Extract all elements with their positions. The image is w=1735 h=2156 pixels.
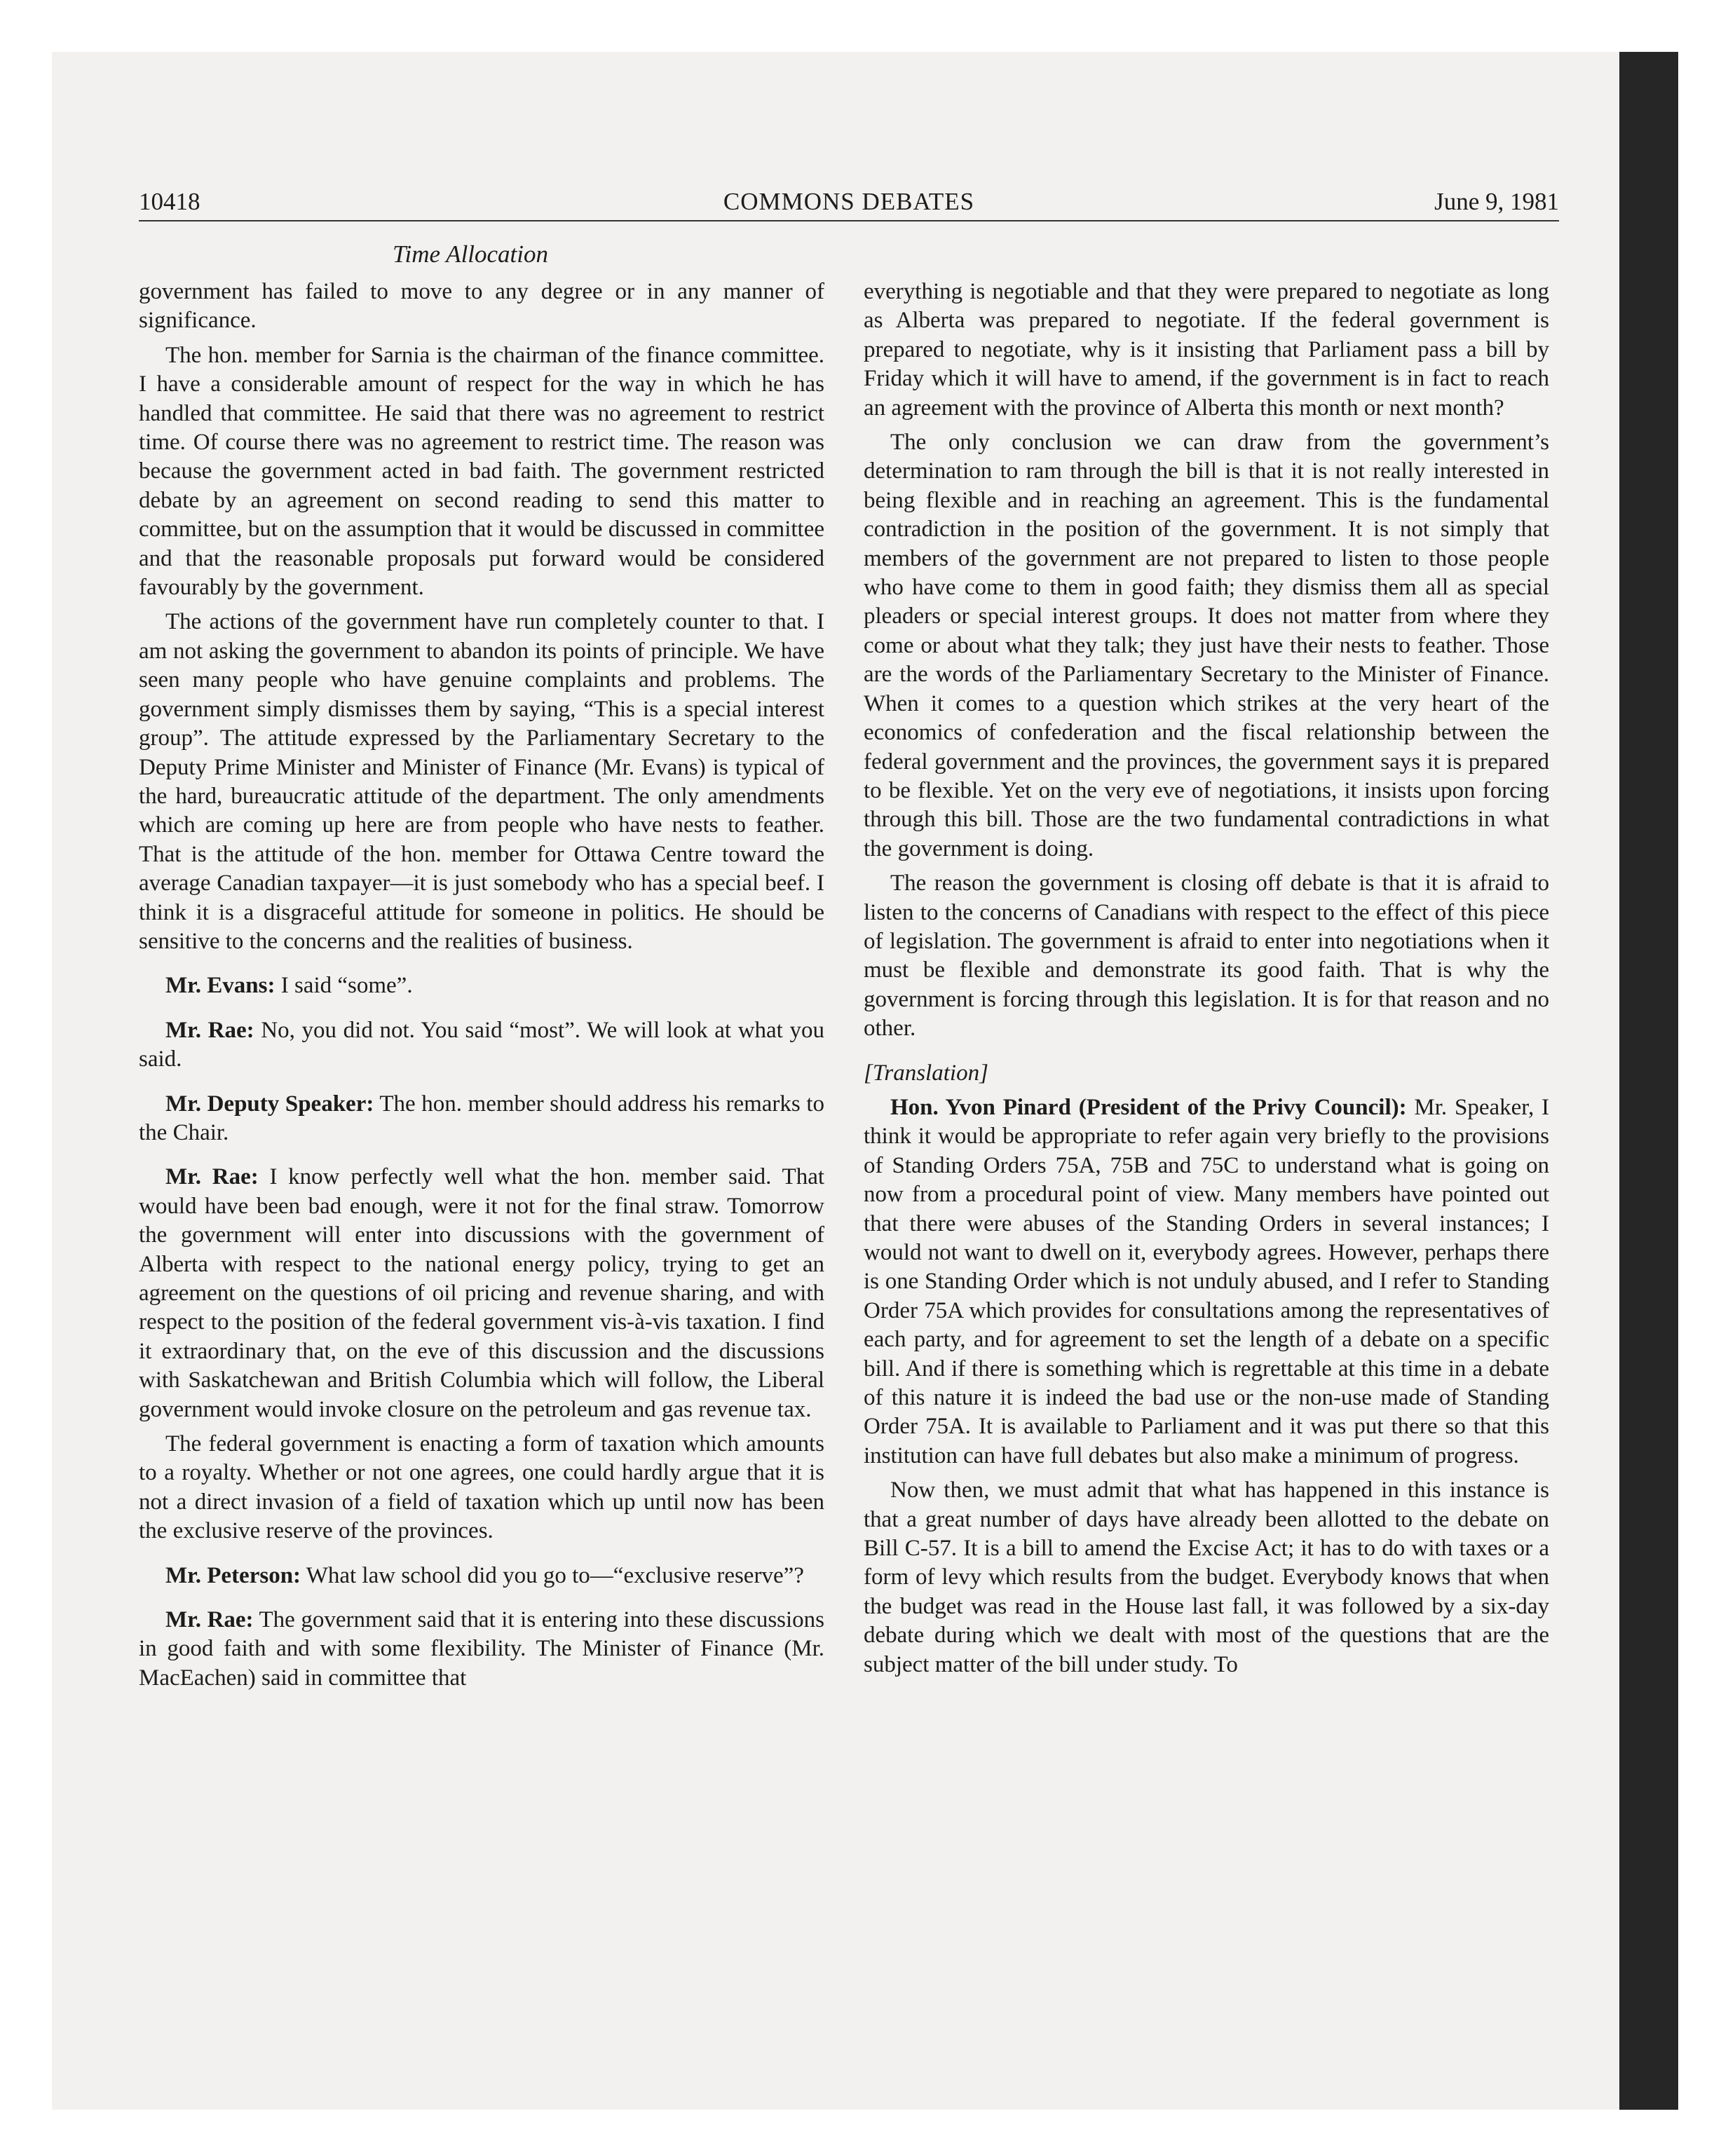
speaker-name: Mr. Peterson: (165, 1562, 301, 1588)
speech-rae (139, 1606, 824, 1693)
page-date: June 9, 1981 (1434, 188, 1559, 215)
speech-text: No, you did not. You said “most”. We will look at what you said. (139, 1017, 824, 1072)
speech-text: The government said that it is entering into these discussions in good faith and with some flexibility. The Minister of Finance (Mr. MacEachen) said in committee that (139, 1607, 825, 1691)
scan-edge-shadow (1619, 52, 1678, 2110)
speech-deputy-speaker (139, 1090, 824, 1148)
running-head: Time Allocation (393, 240, 548, 268)
right-column (864, 278, 1549, 1679)
speaker-name: Mr. Rae: (165, 1017, 254, 1043)
speech-text: Mr. Speaker, I think it would be appropriate to refer again very briefly to the provisions of Standing Orders 75A, 75B and 75C to understand what is going on now from a procedural point of view. Many members have pointed out that there were abuses of the Standing Orders in several instances; I would not want to dwell on it, everybody agrees. However, perhaps there is one Standing Order which is not unduly abused, and I refer to Standing Order 75A which provides for consultations among the representatives of each party, and for agreement to set the length of a debate on a specific bill. And if there is something which is regrettable at this time in a debate of this nature it is indeed the bad use or the non-use made of Standing Order 75A. It is available to Parliament and it was put there so that this institution can have full debates but also make a minimum of progress. (864, 1094, 1549, 1468)
speaker-name: Mr. Rae: (165, 1164, 259, 1190)
speaker-name: Mr. Evans: (165, 973, 275, 999)
speech-evans (139, 971, 824, 1000)
paragraph: The actions of the government have run completely counter to that. I am not asking the government to abandon its points of principle. We have seen many people who have genuine complaints and problems. The government simply dismisses them by saying, “This is a special interest group”. The attitude expressed by the Parliamentary Secretary to the Deputy Prime Minister and Minister of Finance (Mr. Evans) is typical of the hard, bureaucratic attitude of the department. The only amendments which are coming up here are from people who have nests to feather. That is the attitude of the hon. member for Ottawa Centre toward the average Canadian taxpayer—it is just somebody who has a special beef. I think it is a disgraceful attitude for someone in politics. He should be sensitive to the concerns and the realities of business. (139, 609, 824, 954)
speech-rae (139, 1163, 824, 1424)
speech-text: I know perfectly well what the hon. member said. That would have been bad enough, were it not for the final straw. Tomorrow the government will enter into discussions with the government of Alberta with respect to the national energy policy, trying to get an agreement on the questions of oil pricing and revenue sharing, and with respect to the position of the federal government vis-à-vis taxation. I find it extraordinary that, on the eve of this discussion and the discussions with Saskatchewan and British Columbia which will follow, the Liberal government would invoke closure on the petroleum and gas revenue tax. (139, 1164, 825, 1422)
speech-text: What law school did you go to—“exclusive reserve”? (306, 1562, 804, 1588)
speech-text: The hon. member should address his remarks to the Chair. (139, 1091, 824, 1145)
paragraph: everything is negotiable and that they were prepared to negotiate as long as Alberta was prepared to negotiate. If the federal government is prepared to negotiate, why is it insisting that Parliament pass a bill by Friday which it will have to amend, if the government is in fact to reach an agreement with the province of Alberta this month or next month? (864, 279, 1549, 421)
paragraph: The hon. member for Sarnia is the chairman of the finance committee. I have a considerable amount of respect for the way in which he has handled that committee. He said that there was no agreement to restrict time. Of course there was no agreement to restrict time. The reason was because the government acted in bad faith. The government restricted debate by an agreement on second reading to send this matter to committee, but on the assumption that it would be discussed in committee and that the reasonable proposals put forward would be considered favourably by the government. (139, 342, 824, 601)
speech-pinard (864, 1093, 1549, 1471)
page-header (139, 186, 1559, 218)
paragraph: The only conclusion we can draw from the government’s determination to ram through the bill is that it is not really interested in being flexible and in reaching an agreement. This is the fundamental contradiction in the position of the government. It is not simply that members of the government are not prepared to listen to those people who have come to them in good faith; they dismiss them all as special pleaders or special interest groups. It does not matter from where they come or about what they talk; they just have their nests to feather. Those are the words of the Parliamentary Secretary to the Minister of Finance. When it comes to a question which strikes at the very heart of the economics of confederation and the fiscal relationship between the federal government and the provinces, the government says it is prepared to be flexible. Yet on the very eve of negotiations, it insists upon forcing through this bill. Those are the two fundamental contradictions in what the government is doing. (864, 430, 1549, 861)
paragraph: Now then, we must admit that what has happened in this instance is that a great number of days have already been allotted to the debate on Bill C-57. It is a bill to amend the Excise Act; it has to do with taxes or a form of levy which results from the budget. Everybody knows that when the budget was read in the House last fall, it was followed by a six-day debate during which we dealt with most of the questions that are the subject matter of the bill under study. To (864, 1478, 1549, 1677)
speech-text: I said “some”. (280, 973, 413, 999)
speech-rae (139, 1016, 824, 1074)
paragraph: The federal government is enacting a form of taxation which amounts to a royalty. Whether or not one agrees, one could hardly argue that it is not a direct invasion of a field of taxation which up until now has been the exclusive reserve of the provinces. (139, 1431, 824, 1544)
left-column (139, 278, 824, 1693)
paragraph: The reason the government is closing off debate is that it is afraid to listen to the concerns of Canadians with respect to the effect of this piece of legislation. The government is afraid to enter into negotiations when it must be flexible and demonstrate its good faith. That is why the government is forcing through this legislation. It is for that reason and no other. (864, 871, 1549, 1042)
translation-marker: [Translation] (864, 1060, 988, 1086)
speaker-name: Hon. Yvon Pinard (President of the Privy Council): (890, 1094, 1407, 1120)
speaker-name: Mr. Rae: (165, 1607, 254, 1633)
speaker-name: Mr. Deputy Speaker: (165, 1091, 374, 1117)
paragraph: government has failed to move to any degree or in any manner of significance. (139, 279, 824, 334)
speech-peterson (139, 1562, 824, 1590)
page-number: 10418 (139, 188, 200, 215)
header-rule (139, 220, 1559, 221)
publication-title: COMMONS DEBATES (723, 188, 975, 215)
